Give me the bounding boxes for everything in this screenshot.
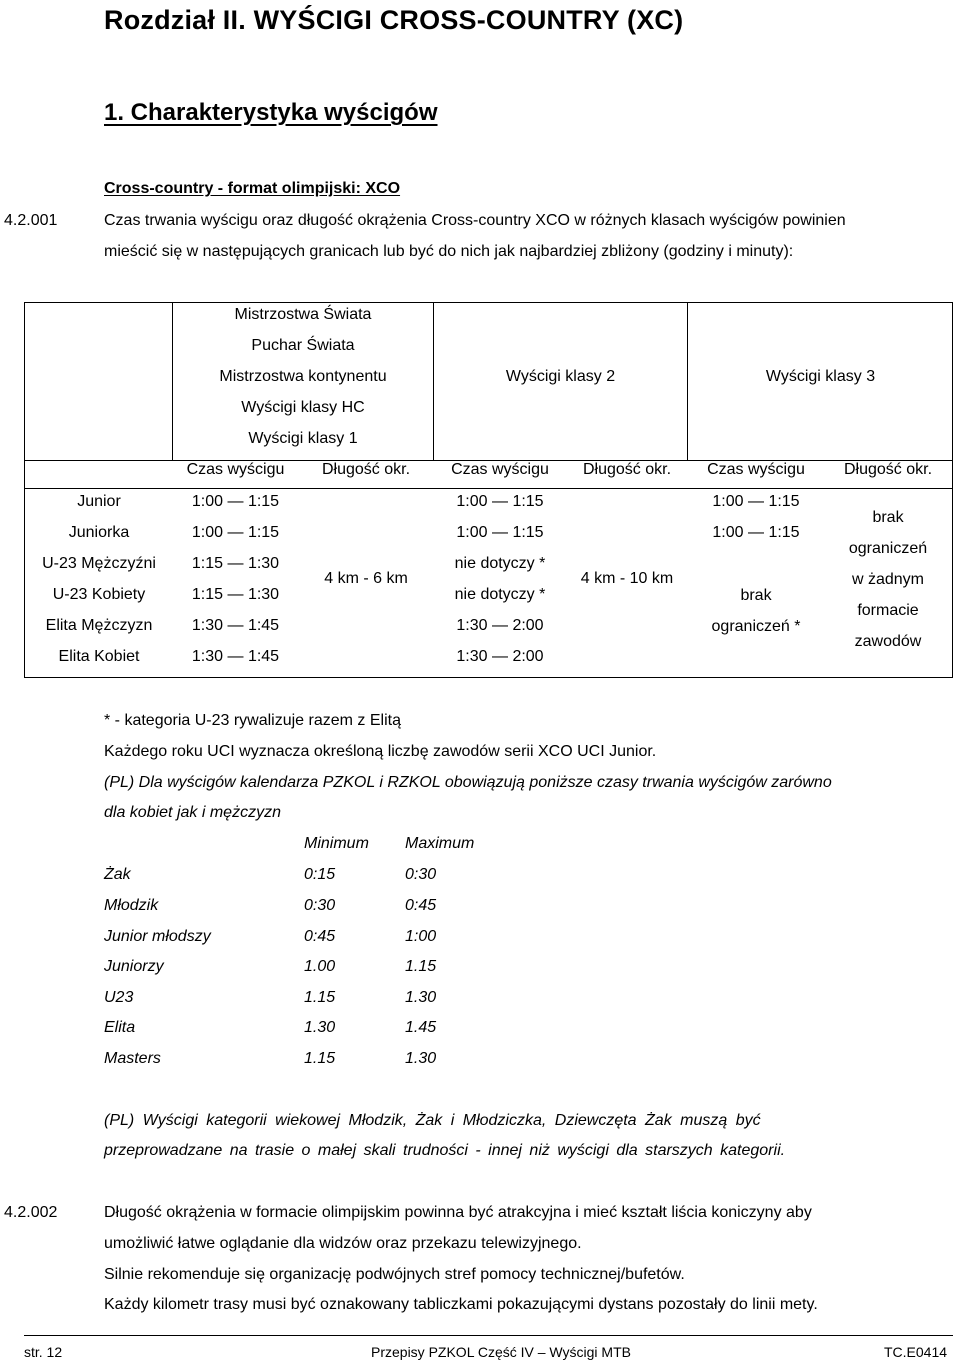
race-duration-table bbox=[24, 302, 953, 678]
group-header-line: Mistrzostwa kontynentu bbox=[219, 368, 387, 385]
lap-length-class-1: 4 km - 6 km bbox=[324, 570, 408, 587]
note-pl-line-1: (PL) Dla wyścigów kalendarza PZKOL i RZKOL obowiązują poniższe czasy trwania wyścigów zarówno bbox=[104, 774, 832, 791]
rule-number-4-2-002: 4.2.002 bbox=[4, 1204, 58, 1221]
footer-page-number: str. 12 bbox=[24, 1344, 63, 1360]
pl-row-min: 0:45 bbox=[304, 928, 336, 945]
category-cell: U-23 Kobiety bbox=[52, 586, 146, 603]
footer-code: TC.E0414 bbox=[884, 1344, 948, 1360]
time-cell: 1:00 — 1:15 bbox=[712, 493, 800, 510]
rule-002-line: Długość okrążenia w formacie olimpijskim powinna być atrakcyjna i mieć kształt liścia koniczyny aby bbox=[104, 1204, 812, 1221]
time-column-class-3 bbox=[688, 490, 824, 552]
note-pl-line-2: dla kobiet jak i mężczyzn bbox=[104, 804, 281, 821]
pl-row-min: 1.30 bbox=[304, 1019, 336, 1036]
footnote-u23: * - kategoria U-23 rywalizuje razem z Elitą bbox=[104, 712, 401, 729]
length-line: zawodów bbox=[854, 633, 922, 650]
category-column bbox=[25, 490, 173, 676]
pl-row-category: U23 bbox=[104, 989, 134, 1006]
group-header-line: Wyścigi klasy 1 bbox=[248, 430, 358, 447]
lap-length-class-3 bbox=[824, 506, 952, 661]
time-cell: 1:30 — 1:45 bbox=[191, 617, 280, 634]
time-cell: 1:00 — 1:15 bbox=[191, 524, 280, 541]
pl-row-category: Juniorzy bbox=[104, 958, 164, 975]
time-cell: nie dotyczy * bbox=[454, 555, 546, 572]
length-line: formacie bbox=[857, 602, 919, 619]
time-class-3-no-limits bbox=[688, 584, 824, 646]
footer-document-title: Przepisy PZKOL Część IV – Wyścigi MTB bbox=[371, 1344, 631, 1360]
subheader-lap-length: Długość okr. bbox=[843, 461, 933, 478]
pl-note-2-line-2: przeprowadzane na trasie o małej skali trudności - innej niż wyścigi dla starszych kategorii. bbox=[104, 1142, 786, 1159]
time-cell: 1:30 — 2:00 bbox=[456, 648, 544, 665]
group-header-class-3: Wyścigi klasy 3 bbox=[765, 368, 876, 385]
time-cell: 1:00 — 1:15 bbox=[456, 493, 544, 510]
pl-row-max: 1:00 bbox=[405, 928, 437, 945]
time-column-class-2 bbox=[434, 490, 566, 676]
pl-row-category: Żak bbox=[104, 866, 131, 883]
pl-row-min: 1.15 bbox=[304, 1050, 336, 1067]
time-cell: 1:30 — 2:00 bbox=[456, 617, 544, 634]
category-cell: Junior bbox=[77, 493, 121, 510]
pl-row-category: Junior młodszy bbox=[104, 928, 211, 945]
group-header-line: Mistrzostwa Świata bbox=[234, 306, 372, 323]
rule-002-line: Każdy kilometr trasy musi być oznakowany tabliczkami pokazującymi dystans pozostały do linii mety. bbox=[104, 1296, 818, 1313]
subsection-title: Cross-country - format olimpijski: XCO bbox=[104, 180, 401, 197]
pl-col-maximum: Maximum bbox=[405, 835, 475, 852]
pl-row-max: 1.45 bbox=[405, 1019, 437, 1036]
length-line: brak bbox=[872, 509, 904, 526]
rule-002-line: Silnie rekomenduje się organizację podwójnych stref pomocy technicznej/bufetów. bbox=[104, 1266, 685, 1283]
pl-row-category: Młodzik bbox=[104, 897, 159, 914]
pl-row-min: 1.00 bbox=[304, 958, 336, 975]
pl-note-2-line-1: (PL) Wyścigi kategorii wiekowej Młodzik, Żak i Młodziczka, Dziewczęta Żak muszą być bbox=[104, 1112, 761, 1129]
note-uci-junior: Każdego roku UCI wyznacza określoną liczbę zawodów serii XCO UCI Junior. bbox=[104, 743, 657, 760]
table-divider bbox=[25, 488, 952, 489]
length-line: w żadnym bbox=[851, 571, 925, 588]
pl-row-category: Masters bbox=[104, 1050, 161, 1067]
pl-row-max: 1.30 bbox=[405, 1050, 437, 1067]
subheader-lap-length: Długość okr. bbox=[582, 461, 672, 478]
category-cell: U-23 Mężczyźni bbox=[42, 555, 156, 572]
time-cell: 1:00 — 1:15 bbox=[191, 493, 280, 510]
time-cell: 1:15 — 1:30 bbox=[191, 586, 280, 603]
category-cell: Elita Mężczyzn bbox=[45, 617, 153, 634]
pl-row-min: 1.15 bbox=[304, 989, 336, 1006]
time-cell: ograniczeń * bbox=[711, 618, 801, 635]
pl-row-max: 0:45 bbox=[405, 897, 437, 914]
subheader-race-time: Czas wyścigu bbox=[707, 461, 805, 478]
pl-row-min: 0:30 bbox=[304, 897, 336, 914]
pl-row-max: 0:30 bbox=[405, 866, 437, 883]
section-title: 1. Charakterystyka wyścigów bbox=[104, 99, 438, 126]
footer-divider bbox=[24, 1335, 953, 1336]
pl-row-category: Elita bbox=[104, 1019, 136, 1036]
rule-002-line: umożliwić łatwe oglądanie dla widzów oraz przekazu telewizyjnego. bbox=[104, 1235, 582, 1252]
rule-text-line-2: mieścić się w następujących granicach lub być do nich jak najbardziej zbliżony (godziny i minuty): bbox=[104, 243, 794, 260]
category-cell: Elita Kobiet bbox=[58, 648, 140, 665]
group-header-line: Puchar Świata bbox=[251, 337, 355, 354]
subheader-lap-length: Długość okr. bbox=[321, 461, 411, 478]
length-line: ograniczeń bbox=[848, 540, 928, 557]
pl-row-max: 1.30 bbox=[405, 989, 437, 1006]
rule-number-4-2-001: 4.2.001 bbox=[4, 212, 58, 229]
pl-col-minimum: Minimum bbox=[304, 835, 369, 852]
time-cell: brak bbox=[740, 587, 772, 604]
group-header-line: Wyścigi klasy HC bbox=[241, 399, 365, 416]
time-cell: 1:00 — 1:15 bbox=[712, 524, 800, 541]
chapter-title: Rozdział II. WYŚCIGI CROSS-COUNTRY (XC) bbox=[104, 5, 684, 35]
time-column-class-1 bbox=[173, 490, 298, 676]
time-cell: 1:00 — 1:15 bbox=[456, 524, 544, 541]
time-cell: nie dotyczy * bbox=[454, 586, 546, 603]
rule-text-line-1: Czas trwania wyścigu oraz długość okrążenia Cross-country XCO w różnych klasach wyścigów powinien bbox=[104, 212, 846, 229]
subheader-race-time: Czas wyścigu bbox=[186, 461, 285, 478]
pl-row-max: 1.15 bbox=[405, 958, 437, 975]
pl-row-min: 0:15 bbox=[304, 866, 336, 883]
group-header-world-class bbox=[173, 303, 433, 458]
time-cell: 1:15 — 1:30 bbox=[191, 555, 280, 572]
group-header-class-2: Wyścigi klasy 2 bbox=[505, 368, 616, 385]
category-cell: Juniorka bbox=[68, 524, 130, 541]
subheader-race-time: Czas wyścigu bbox=[451, 461, 549, 478]
time-cell: 1:30 — 1:45 bbox=[191, 648, 280, 665]
lap-length-class-2: 4 km - 10 km bbox=[580, 570, 674, 587]
